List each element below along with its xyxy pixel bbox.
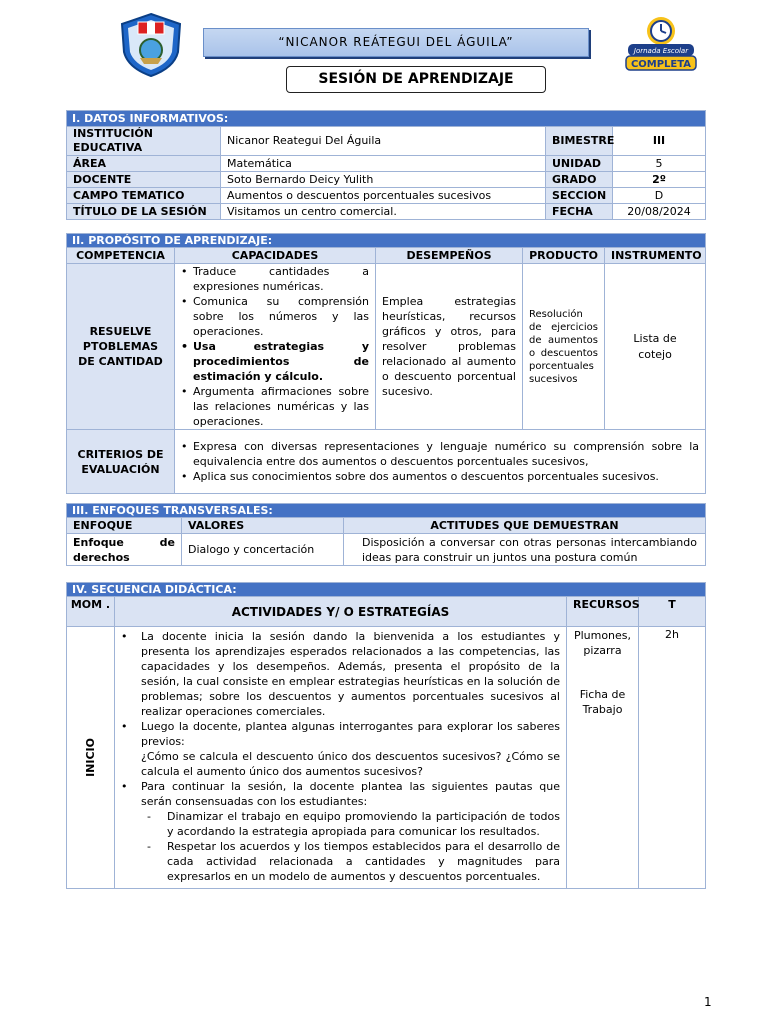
school-name-banner: “NICANOR REÁTEGUI DEL ÁGUILA”	[203, 28, 589, 57]
table-row	[67, 204, 706, 220]
capacidades-list	[179, 264, 369, 429]
field-value: Nicanor Reategui Del Águila	[221, 127, 546, 156]
field-value: 2º	[613, 172, 706, 188]
list-item: • Expresa con diversas representaciones y lenguaje numérico su comprensión sobre la equivalencia entre dos aumentos o descuentos porcentuales sucesivos,	[179, 439, 699, 469]
table-row	[67, 172, 706, 188]
competencia-cell: RESUELVE PTOBLEMAS DE CANTIDAD	[67, 264, 175, 430]
field-label: BIMESTRE	[546, 127, 613, 156]
momento-label: INICIO	[84, 738, 97, 777]
list-item	[119, 719, 560, 779]
tiempo-cell: 2h	[639, 627, 706, 889]
list-item: • Usa estrategias y procedimientos de estimación y cálculo.	[179, 339, 369, 384]
table-row	[67, 264, 706, 430]
preguntas-text: ¿Cómo se calcula el descuento único dos descuentos sucesivos? ¿Cómo se calcula el aumento único dos aumentos sucesivos?	[141, 750, 560, 778]
recursos-text: Ficha de Trabajo	[579, 688, 626, 716]
field-label: UNIDAD	[546, 156, 613, 172]
table-row	[67, 627, 706, 889]
school-crest-logo	[118, 12, 184, 78]
field-value: III	[613, 127, 706, 156]
list-item: • Argumenta afirmaciones sobre las relaciones numéricas y las operaciones.	[179, 384, 369, 429]
field-label: DOCENTE	[67, 172, 221, 188]
enfoque-cell: Enfoque de derechos	[67, 534, 182, 566]
criterios-list	[179, 439, 699, 484]
pautas-list	[145, 809, 560, 884]
column-header	[115, 597, 567, 627]
table-row	[67, 534, 706, 566]
column-header: DESEMPEÑOS	[376, 248, 523, 264]
document-title: SESIÓN DE APRENDIZAJE	[286, 66, 546, 93]
field-label: INSTITUCIÓN EDUCATIVA	[67, 127, 221, 156]
field-value: Soto Bernardo Deicy Yulith	[221, 172, 546, 188]
column-header: ENFOQUE	[67, 518, 182, 534]
column-header: VALORES	[182, 518, 344, 534]
field-label: SECCION	[546, 188, 613, 204]
list-item: • Aplica sus conocimientos sobre dos aumentos o descuentos porcentuales sucesivos.	[179, 469, 699, 484]
column-header: RECURSOS	[567, 597, 639, 627]
column-header: PRODUCTO	[523, 248, 605, 264]
enfoques-table	[66, 503, 706, 566]
logo-text-jornada: Jornada Escolar	[633, 47, 689, 55]
section-title-proposito: II. PROPÓSITO DE APRENDIZAJE:	[67, 234, 706, 248]
list-item-text: Luego la docente, plantea algunas interrogantes para explorar los saberes previos:	[141, 720, 560, 748]
field-value: Aumentos o descuentos porcentuales sucesivos	[221, 188, 546, 204]
list-item-text: Para continuar la sesión, la docente plantea las siguientes pautas que serán consensuadas con los estudiantes:	[141, 780, 560, 808]
page-number: 1	[704, 995, 712, 1009]
field-label: CAMPO TEMATICO	[67, 188, 221, 204]
jornada-completa-logo	[624, 14, 698, 74]
producto-cell: Resolución de ejercicios de aumentos o descuentos porcentuales sucesivos	[523, 264, 605, 430]
criterios-label: CRITERIOS DE EVALUACIÓN	[67, 430, 175, 494]
field-label: ÁREA	[67, 156, 221, 172]
column-header: INSTRUMENTO	[605, 248, 706, 264]
column-header: COMPETENCIA	[67, 248, 175, 264]
field-label: FECHA	[546, 204, 613, 220]
field-value: Matemática	[221, 156, 546, 172]
column-header: T	[639, 597, 706, 627]
column-header: MOM .	[67, 597, 115, 627]
list-item: • Traduce cantidades a expresiones numéricas.	[179, 264, 369, 294]
list-item: • Comunica su comprensión sobre los números y las operaciones.	[179, 294, 369, 339]
section-title-datos: I. DATOS INFORMATIVOS:	[67, 111, 706, 127]
desempeno-cell: Emplea estrategias heurísticas, recursos gráficos y otros, para resolver problemas relacionado al aumento o descuento porcentual sucesivo.	[376, 264, 523, 430]
list-item: - Dinamizar el trabajo en equipo promoviendo la participación de todos y acordando la estrategia apropiada para comunicar los resultados.	[145, 809, 560, 839]
instrumento-cell: Lista de cotejo	[605, 264, 706, 430]
logo-text-completa: COMPLETA	[630, 59, 692, 70]
table-row	[67, 430, 706, 494]
table-row	[67, 156, 706, 172]
field-value: 5	[613, 156, 706, 172]
list-item	[119, 779, 560, 884]
field-value: Visitamos un centro comercial.	[221, 204, 546, 220]
table-row	[67, 188, 706, 204]
list-item: • La docente inicia la sesión dando la bienvenida a los estudiantes y presenta los aprendizajes esperados relacionados a las competencias, las capacidades y los desempeños. Además, presenta el propósito de la sesión, la cual consiste en emplear estrategias heurísticas en la solución de problemas; sobre los descuentos y aumentos porcentuales sucesivos al realizar operaciones comerciales.	[119, 629, 560, 719]
column-header: ACTITUDES QUE DEMUESTRAN	[344, 518, 706, 534]
table-row	[67, 127, 706, 156]
section-title-enfoques: III. ENFOQUES TRANSVERSALES:	[67, 504, 706, 518]
field-label: GRADO	[546, 172, 613, 188]
section-title-secuencia: IV. SECUENCIA DIDÁCTICA:	[67, 583, 706, 597]
column-header: CAPACIDADES	[175, 248, 376, 264]
list-item: - Respetar los acuerdos y los tiempos establecidos para el desarrollo de cada actividad relacionada a cantidades y magnitudes para expresarlos en un modelo de aumentos y descuentos porcentuales.	[145, 839, 560, 884]
actividades-list	[119, 629, 560, 884]
recursos-text: Plumones, pizarra	[573, 629, 632, 657]
field-label: TÍTULO DE LA SESIÓN	[67, 204, 221, 220]
proposito-table	[66, 233, 706, 494]
actitudes-cell: Disposición a conversar con otras personas intercambiando ideas para construir un juntos una postura común	[344, 534, 706, 566]
actividades-header-label: ACTIVIDADES Y/ O ESTRATEGÍAS	[231, 604, 450, 619]
field-value: D	[613, 188, 706, 204]
field-value: 20/08/2024	[613, 204, 706, 220]
datos-informativos-table	[66, 110, 706, 220]
secuencia-table	[66, 582, 706, 889]
valores-cell: Dialogo y concertación	[182, 534, 344, 566]
